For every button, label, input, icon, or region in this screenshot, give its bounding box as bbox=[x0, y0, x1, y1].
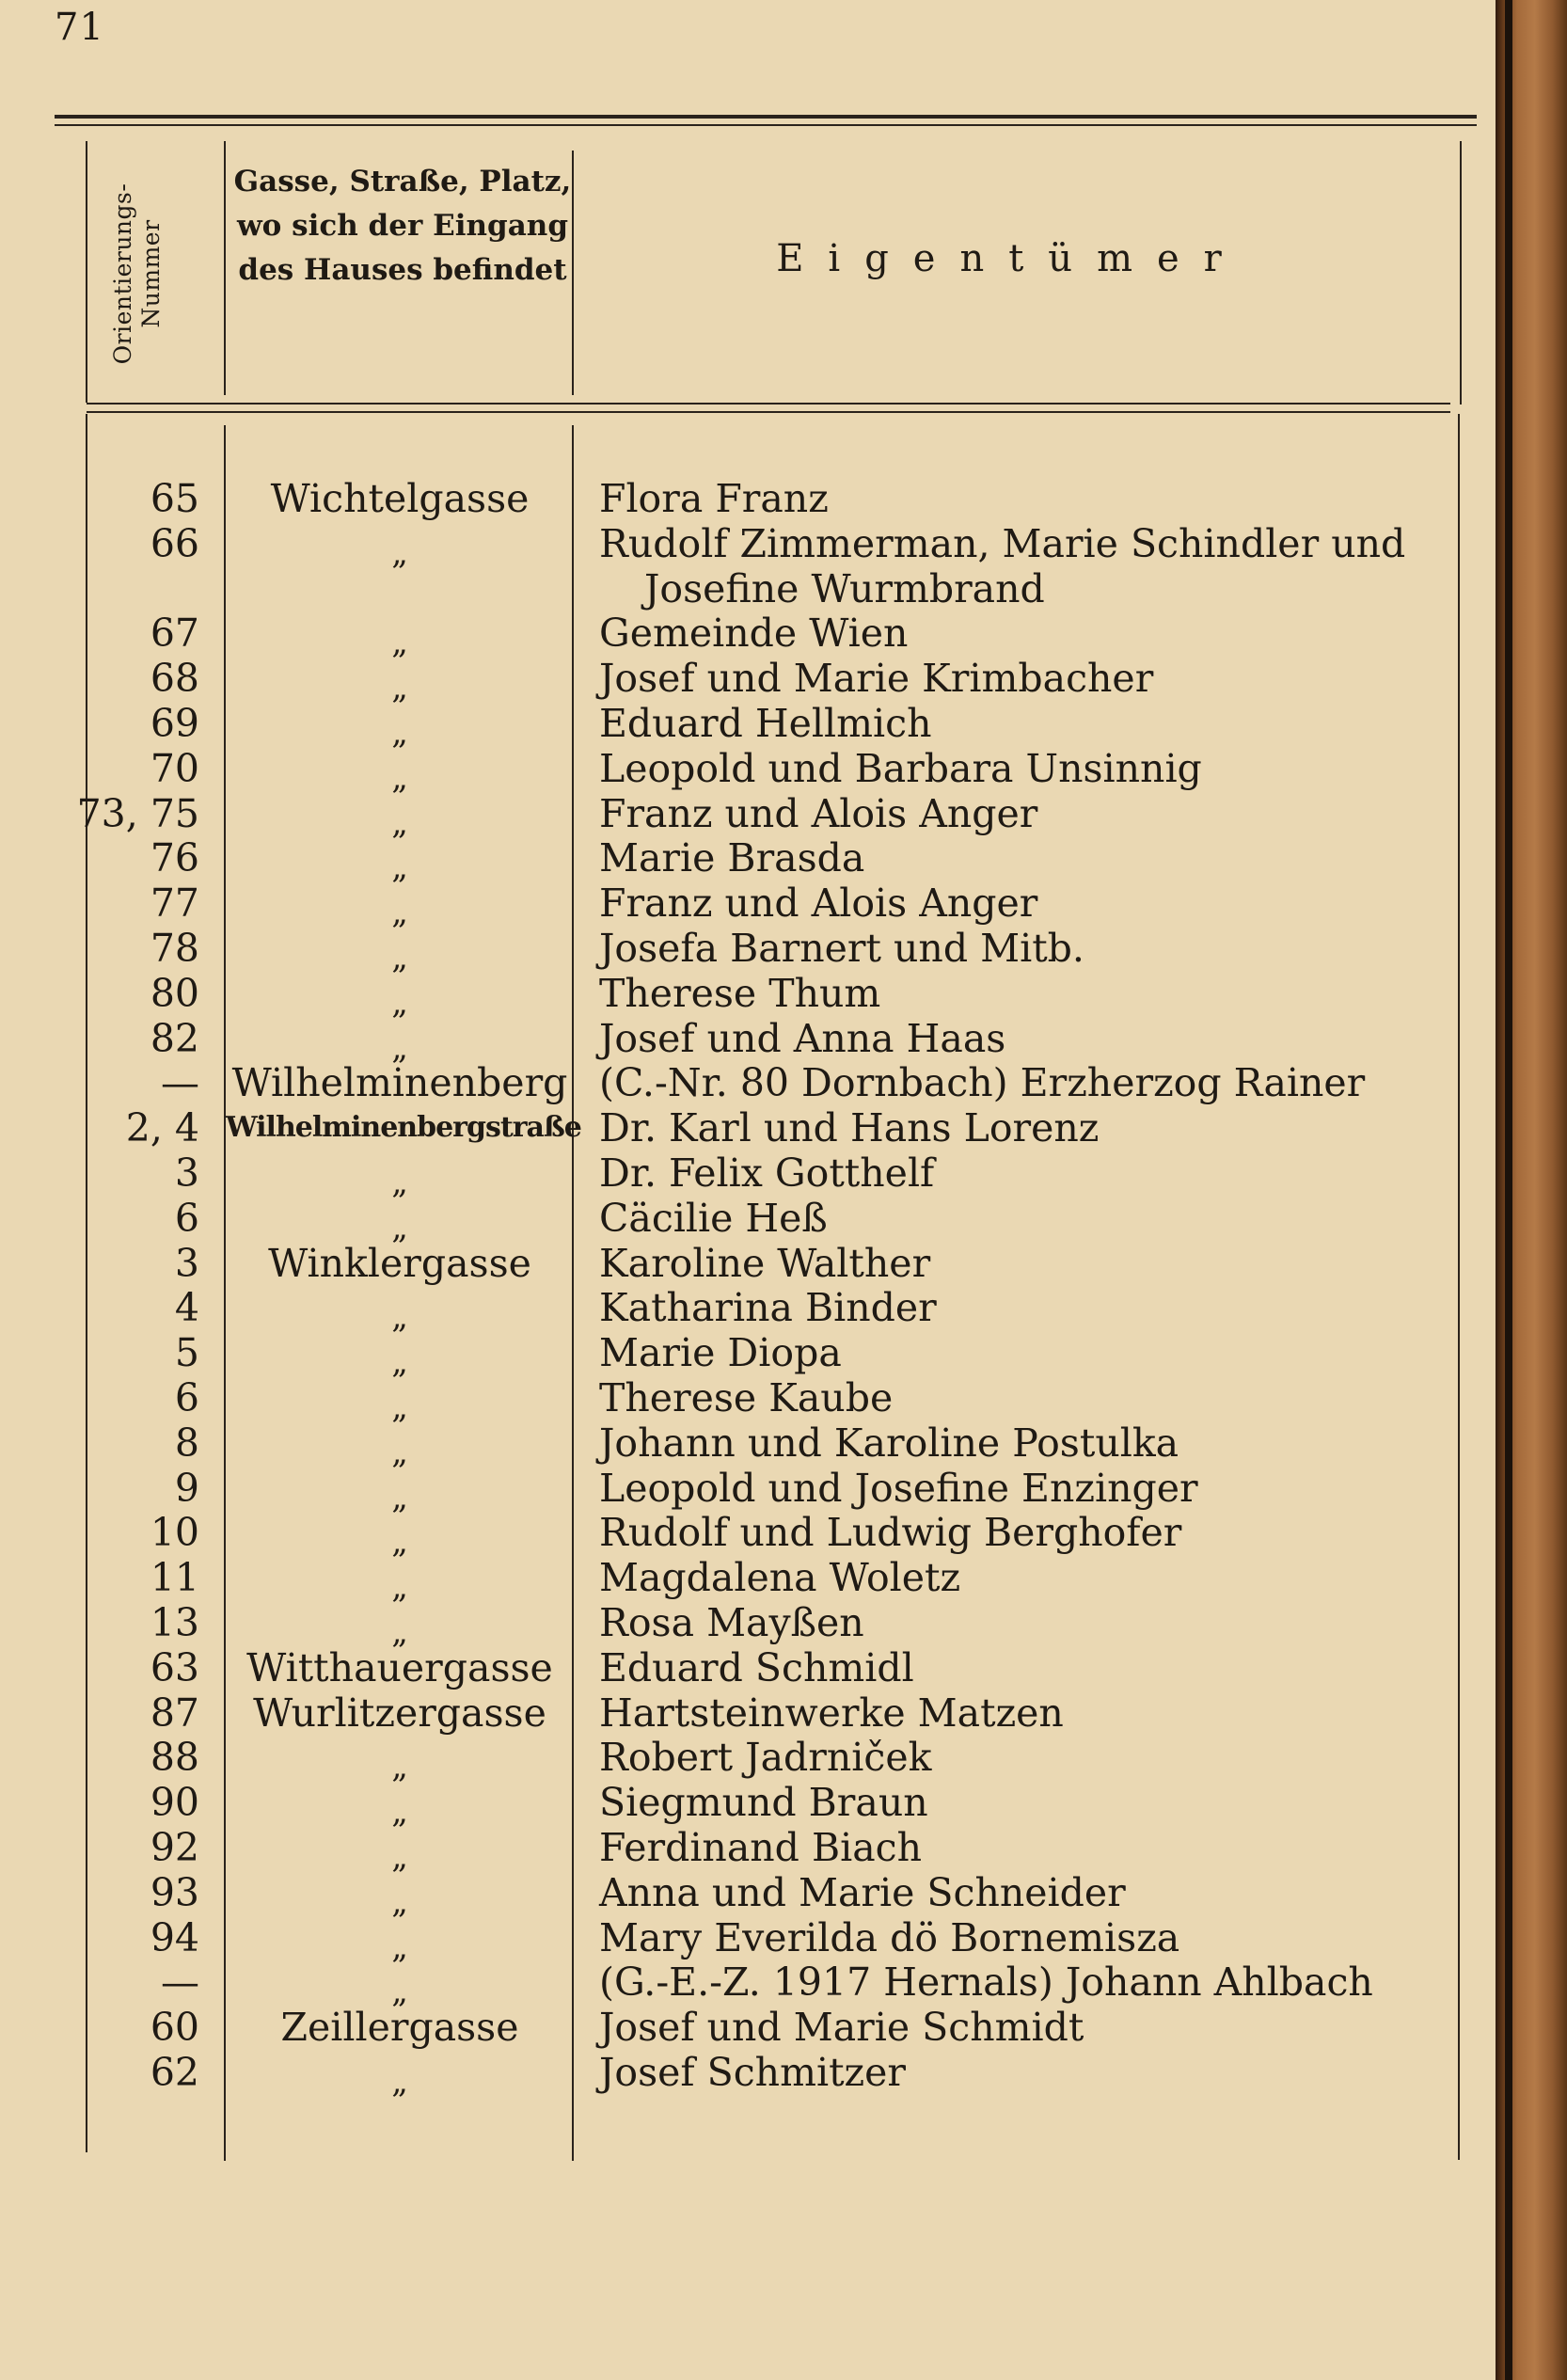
orientation-number: 11 bbox=[150, 1555, 199, 1601]
street-name: Wichtelgasse bbox=[270, 476, 530, 521]
orientation-number: 5 bbox=[174, 1330, 199, 1376]
orientation-number: 63 bbox=[150, 1644, 199, 1690]
street-name: „ bbox=[391, 758, 408, 797]
owner-text: Mary Everilda dö Bornemisza bbox=[599, 1914, 1180, 1960]
table-row bbox=[0, 1195, 1496, 1246]
street-name: „ bbox=[391, 1928, 408, 1966]
top-rule-2 bbox=[55, 124, 1477, 126]
owner-name bbox=[599, 701, 932, 746]
owner-text: Leopold und Barbara Unsinnig bbox=[599, 745, 1202, 791]
street-name: „ bbox=[391, 1028, 408, 1067]
table-row bbox=[0, 476, 1496, 521]
owner-text: Johann und Karoline Postulka bbox=[599, 1420, 1179, 1466]
street-name: Zeillergasse bbox=[280, 2005, 519, 2051]
table-row bbox=[0, 1015, 1496, 1067]
orientation-number: 80 bbox=[150, 970, 199, 1016]
orientation-number: 92 bbox=[150, 1825, 199, 1870]
orientation-number: 3 bbox=[174, 1150, 199, 1196]
owner-text: Flora Franz bbox=[599, 476, 829, 521]
owner-name bbox=[599, 1690, 1064, 1736]
header-orientation-number bbox=[86, 128, 189, 401]
table-row bbox=[0, 835, 1496, 887]
street-name: „ bbox=[391, 1298, 408, 1337]
street-name: „ bbox=[391, 1433, 408, 1471]
table-row bbox=[0, 1105, 1496, 1150]
owner-text: Anna und Marie Schneider bbox=[599, 1869, 1126, 1915]
owner-name bbox=[599, 1420, 1179, 1466]
owner-name bbox=[599, 1915, 1179, 1960]
table-row bbox=[0, 1150, 1496, 1201]
owner-name bbox=[599, 1780, 928, 1825]
header-street: Gasse, Straße, Platz, wo sich der Eingang des Hauses befindet bbox=[233, 165, 572, 287]
owner-text: Eduard Hellmich bbox=[599, 701, 932, 746]
owner-text: Eduard Schmidl bbox=[599, 1644, 914, 1690]
table-row bbox=[0, 1735, 1496, 1786]
owner-name bbox=[599, 2005, 1084, 2050]
owner-text: Josefa Barnert und Mitb. bbox=[599, 926, 1084, 971]
owner-text: Franz und Alois Anger bbox=[599, 881, 1038, 927]
owner-name bbox=[599, 1105, 1099, 1150]
owner-name bbox=[599, 1825, 922, 1870]
street-name: „ bbox=[391, 624, 408, 662]
owner-name bbox=[599, 1330, 842, 1375]
owner-name bbox=[599, 1466, 1198, 1511]
owner-name bbox=[599, 1960, 1373, 2005]
owner-text: Robert Jadrniček bbox=[599, 1735, 932, 1781]
orientation-number: 73, 75 bbox=[76, 790, 199, 836]
owner-name bbox=[599, 835, 864, 881]
street-name: „ bbox=[391, 1208, 408, 1246]
orientation-number: 6 bbox=[174, 1375, 199, 1420]
owner-text: (G.-E.-Z. 1917 Hernals) Johann Ahlbach bbox=[599, 1960, 1373, 2006]
owner-text: Gemeinde Wien bbox=[599, 611, 909, 657]
street-name: „ bbox=[391, 1973, 408, 2011]
street-name: „ bbox=[391, 1748, 408, 1786]
owner-name bbox=[599, 746, 1202, 791]
orientation-number: 87 bbox=[150, 1690, 199, 1736]
table-row bbox=[0, 926, 1496, 976]
owner-name bbox=[599, 1196, 828, 1241]
table-row bbox=[0, 1645, 1496, 1690]
orientation-number: 67 bbox=[150, 611, 199, 657]
owner-name bbox=[599, 2050, 906, 2095]
table-row bbox=[0, 1285, 1496, 1337]
table-row bbox=[0, 1690, 1496, 1736]
owner-text: Josef und Anna Haas bbox=[599, 1015, 1006, 1061]
table-row bbox=[0, 520, 1496, 611]
orientation-number: 2, 4 bbox=[125, 1105, 199, 1151]
owner-name bbox=[599, 926, 1084, 971]
orientation-number: 76 bbox=[150, 835, 199, 881]
owner-name bbox=[599, 1016, 1005, 1061]
street-name: „ bbox=[391, 669, 408, 707]
table-row bbox=[0, 656, 1496, 707]
header-rule-2 bbox=[87, 411, 1450, 413]
owner-name bbox=[599, 656, 1153, 701]
street-name: „ bbox=[391, 2063, 408, 2101]
owner-name bbox=[599, 1870, 1126, 1915]
table-row bbox=[0, 1914, 1496, 1966]
table-row bbox=[0, 1960, 1496, 2011]
owner-text: Josef und Marie Krimbacher bbox=[599, 656, 1154, 702]
orientation-number: 8 bbox=[174, 1420, 199, 1466]
owner-text: Dr. Karl und Hans Lorenz bbox=[599, 1105, 1100, 1151]
orientation-number: 60 bbox=[150, 2005, 199, 2051]
orientation-number: 70 bbox=[150, 745, 199, 791]
table-row bbox=[0, 745, 1496, 797]
owner-name bbox=[599, 1285, 937, 1330]
owner-name bbox=[599, 611, 908, 656]
orientation-number: — bbox=[161, 1060, 199, 1106]
owner-continuation: Josefine Wurmbrand bbox=[644, 565, 1045, 611]
street-name: „ bbox=[391, 1478, 408, 1516]
orientation-number: 94 bbox=[150, 1914, 199, 1960]
orientation-number: — bbox=[161, 1960, 199, 2006]
owner-text: Dr. Felix Gotthelf bbox=[599, 1150, 935, 1196]
owner-text: Leopold und Josefine Enzinger bbox=[599, 1465, 1198, 1511]
owner-text: Magdalena Woletz bbox=[599, 1555, 961, 1601]
owner-name bbox=[599, 1150, 934, 1196]
owner-text: Cäcilie Heß bbox=[599, 1195, 828, 1241]
orientation-number: 68 bbox=[150, 656, 199, 702]
header-owner: Eigentümer bbox=[776, 237, 1246, 280]
table-row bbox=[0, 881, 1496, 932]
street-name: „ bbox=[391, 983, 408, 1022]
top-rule-1 bbox=[55, 115, 1477, 119]
owner-name bbox=[599, 1375, 893, 1420]
owner-text: Karoline Walther bbox=[599, 1240, 931, 1286]
street-name: „ bbox=[391, 849, 408, 887]
orientation-number: 66 bbox=[150, 520, 199, 566]
owner-text: Siegmund Braun bbox=[599, 1780, 928, 1826]
owner-name bbox=[599, 1735, 932, 1780]
orientation-number: 65 bbox=[150, 476, 199, 521]
street-name: „ bbox=[391, 1882, 408, 1921]
orientation-number: 4 bbox=[174, 1285, 199, 1331]
table-row bbox=[0, 1869, 1496, 1921]
street-name: „ bbox=[391, 533, 408, 572]
street-name: „ bbox=[391, 803, 408, 842]
street-name: „ bbox=[391, 894, 408, 932]
orientation-number: 93 bbox=[150, 1869, 199, 1915]
table-row bbox=[0, 1060, 1496, 1105]
table-row bbox=[0, 1330, 1496, 1382]
owner-text: Ferdinand Biach bbox=[599, 1825, 923, 1870]
street-name: „ bbox=[391, 1164, 408, 1201]
orientation-number: 78 bbox=[150, 926, 199, 971]
table-row bbox=[0, 1465, 1496, 1516]
owner-name bbox=[599, 1600, 864, 1645]
page-number: 71 bbox=[55, 6, 104, 49]
table-row bbox=[0, 1420, 1496, 1471]
street-name: „ bbox=[391, 1568, 408, 1607]
table-row bbox=[0, 1555, 1496, 1607]
street-name: Wilhelminenberg bbox=[231, 1060, 568, 1106]
street-name: Wilhelminenbergstraße bbox=[226, 1111, 581, 1145]
owner-text: Rudolf und Ludwig Berghofer bbox=[599, 1510, 1182, 1556]
orientation-number: 6 bbox=[174, 1195, 199, 1241]
orientation-number: 90 bbox=[150, 1780, 199, 1826]
street-name: Witthauergasse bbox=[246, 1644, 553, 1690]
table-row bbox=[0, 2005, 1496, 2050]
owner-text: (C.-Nr. 80 Dornbach) Erzherzog Rainer bbox=[599, 1060, 1366, 1106]
street-name: Winklergasse bbox=[268, 1240, 531, 1286]
table-row bbox=[0, 1825, 1496, 1876]
orientation-number: 3 bbox=[174, 1240, 199, 1286]
owner-name bbox=[599, 1241, 930, 1286]
street-name: „ bbox=[391, 1343, 408, 1382]
orientation-number: 62 bbox=[150, 2050, 199, 2095]
owner-text: Hartsteinwerke Matzen bbox=[599, 1690, 1064, 1736]
table-row bbox=[0, 1780, 1496, 1832]
table-row bbox=[0, 1375, 1496, 1426]
table-row bbox=[0, 970, 1496, 1022]
owner-text: Josef und Marie Schmidt bbox=[599, 2005, 1084, 2051]
owner-text: Rudolf Zimmerman, Marie Schindler und bbox=[599, 520, 1406, 566]
table-row bbox=[0, 790, 1496, 842]
street-name: „ bbox=[391, 1388, 408, 1426]
owner-text: Rosa Mayßen bbox=[599, 1600, 864, 1645]
owner-name bbox=[599, 1060, 1365, 1105]
orientation-number: 10 bbox=[150, 1510, 199, 1556]
owner-text: Franz und Alois Anger bbox=[599, 790, 1038, 836]
owner-name bbox=[599, 1645, 914, 1690]
street-name: „ bbox=[391, 1838, 408, 1876]
spine-edge bbox=[1505, 0, 1512, 2380]
street-name: „ bbox=[391, 939, 408, 976]
orientation-number: 88 bbox=[150, 1735, 199, 1781]
table-row bbox=[0, 1510, 1496, 1562]
owner-text: Marie Diopa bbox=[599, 1330, 842, 1376]
owner-text: Katharina Binder bbox=[599, 1285, 937, 1331]
street-name: „ bbox=[391, 714, 408, 752]
owner-text: Therese Thum bbox=[599, 970, 881, 1016]
owner-name bbox=[599, 476, 829, 521]
orientation-number: 82 bbox=[150, 1015, 199, 1061]
owner-text: Josef Schmitzer bbox=[599, 2050, 907, 2095]
owner-name bbox=[599, 881, 1037, 926]
orientation-number: 13 bbox=[150, 1600, 199, 1645]
header-orientation-label: Orientierungs-Nummer bbox=[109, 182, 165, 365]
table-row bbox=[0, 2050, 1496, 2101]
owner-name bbox=[599, 971, 880, 1016]
owner-name bbox=[599, 1510, 1181, 1555]
orientation-number: 9 bbox=[174, 1465, 199, 1511]
owner-name bbox=[599, 521, 1405, 611]
header-divider-1 bbox=[224, 141, 226, 395]
header-right-border bbox=[1460, 141, 1462, 405]
street-name: „ bbox=[391, 1613, 408, 1651]
owner-text: Marie Brasda bbox=[599, 835, 865, 881]
table-row bbox=[0, 1241, 1496, 1286]
table-row bbox=[0, 701, 1496, 752]
header-rule-1 bbox=[87, 403, 1450, 405]
table-row bbox=[0, 1600, 1496, 1651]
street-name: „ bbox=[391, 1793, 408, 1832]
owner-text: Therese Kaube bbox=[599, 1375, 894, 1420]
owner-name bbox=[599, 791, 1037, 836]
owner-name bbox=[599, 1555, 960, 1600]
street-name: „ bbox=[391, 1523, 408, 1562]
table-row bbox=[0, 611, 1496, 662]
street-name: Wurlitzergasse bbox=[253, 1690, 546, 1736]
orientation-number: 69 bbox=[150, 701, 199, 746]
orientation-number: 77 bbox=[150, 881, 199, 927]
